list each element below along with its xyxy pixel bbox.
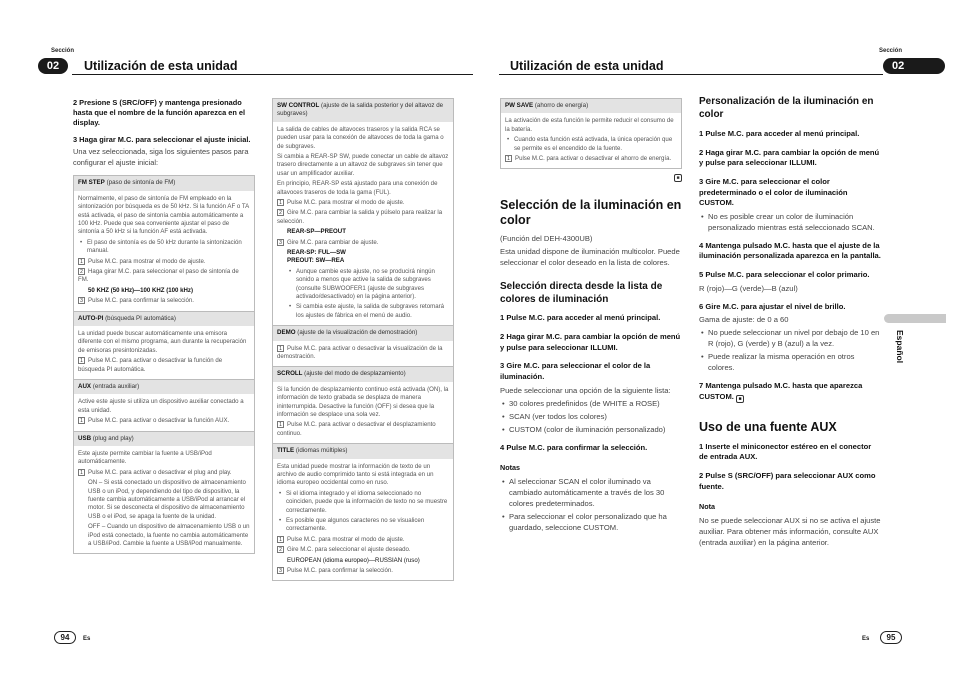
right-column-4 — [699, 96, 881, 550]
title-bullet-1: • Si el idioma integrado y el idioma seleccionado no coinciden, puede que la información de texto no se muestre correctamente. — [277, 490, 449, 515]
c4-step-6-bullet-2: • Puede realizar la misma operación en otros colores. — [699, 351, 881, 373]
c3-step-3-sub: Puede seleccionar una opción de la siguiente lista: — [500, 385, 671, 395]
end-mark-1: ■ — [500, 172, 682, 182]
auto-pi-body — [74, 326, 254, 379]
sw-opt2: REAR-SP: FUL—SW — [287, 249, 346, 256]
sw-bullet-2: • Si cambia este ajuste, la salida de subgraves retomará los ajustes de fábrica en el menú de audio. — [287, 303, 449, 320]
pw-save-header: PW SAVE (ahorro de energía) — [501, 99, 681, 113]
aux-s1: 1 Pulse M.C. para activar o desactivar la función AUX. — [78, 417, 250, 425]
scroll-header: SCROLL (ajuste del modo de desplazamiento) — [273, 367, 453, 381]
usb-box — [73, 432, 255, 555]
c4-step-1: 1 Pulse M.C. para acceder al menú principal. — [699, 129, 860, 138]
heading-personalizacion: Personalización de la iluminación en color — [699, 96, 874, 120]
fm-step-options: 50 KHZ (50 kHz)—100 KHZ (100 kHz) — [88, 286, 193, 294]
step-2: 2 Presione S (SRC/OFF) y mantenga presionado hasta que el nombre de la función aparezca en el display. — [73, 98, 246, 127]
c3-list-3: • CUSTOM (color de iluminación personalizado) — [500, 424, 682, 435]
sw-s3: 3 Gire M.C. para cambiar de ajuste. — [277, 239, 449, 247]
pw-save-bullet: • Cuando esta función está activada, la única operación que se permite es el encendido de la fuente. — [505, 136, 677, 153]
step-3: 3 Haga girar M.C. para seleccionar el ajuste inicial. — [73, 134, 251, 144]
sw-control-body — [273, 122, 453, 326]
end-mark-2: ■ — [736, 395, 744, 403]
heading-uso-aux: Uso de una fuente AUX — [699, 419, 837, 434]
lang-code-left: Es — [83, 636, 91, 642]
aux-desc: Active este ajuste si utiliza un dispositivo auxiliar conectado a esta unidad. — [78, 398, 244, 414]
title-box — [272, 444, 454, 581]
c4-step-5-sub: R (rojo)—G (verde)—B (azul) — [699, 283, 798, 293]
aux-box — [73, 380, 255, 432]
title-s1: 1 Pulse M.C. para mostrar el modo de ajuste. — [277, 536, 449, 544]
usb-on: ON – Si está conectado un dispositivo de almacenamiento USB o un iPod, y dependiendo del tipo de dispositivo, la fuente cambia automáticamente a USB/iPod al arrancar el motor. Si se desconecta el dispositivo de almacenamiento USB o el iPod, se apaga la fuente de la unidad. — [88, 479, 246, 520]
title-bullet-2: • Es posible que algunos caracteres no se visualicen correctamente. — [277, 517, 449, 534]
demo-body — [273, 341, 453, 367]
c4-step-5: 5 Pulse M.C. para seleccionar el color primario. — [699, 270, 870, 279]
language-label: Español — [895, 330, 905, 364]
sw-control-box — [272, 98, 454, 326]
section-badge-right: 02 — [883, 58, 945, 74]
title-s2: 2 Gire M.C. para seleccionar el ajuste deseado. — [277, 546, 449, 554]
pw-save-body — [501, 113, 681, 168]
sw-body-1: La salida de cables de altavoces traseros y la salida RCA se pueden usar para la conexión de altavoces de toda la gama o de subgraves. — [277, 125, 444, 150]
intro-text: Una vez seleccionada, siga los siguientes pasos para configurar el ajuste inicial: — [73, 146, 249, 167]
section-badge-left: 02 — [38, 58, 68, 74]
fm-step-desc: Normalmente, el paso de sintonía de FM empleado en la sintonización por búsqueda es de 50 kHz. Si la función AF o TA está activada, el paso de sintonía cambia automáticamente a 100 kHz. Puede que sea conveniente ajustar el paso de sintonía a 50 kHz si la función AF está activada. — [78, 194, 249, 236]
c3-step-4: 4 Pulse M.C. para confirmar la selección. — [500, 442, 648, 452]
sw-opt1: REAR-SP—PREOUT — [287, 228, 346, 236]
aux-step-1: 1 Inserte el miniconector estéreo en el conector de entrada AUX. — [699, 441, 872, 462]
title-opt: EUROPEAN (idioma europeo)—RUSSIAN (ruso) — [287, 556, 420, 564]
sw-opt3: PREOUT: SW—REA — [287, 257, 345, 265]
c3-note-1: • Al seleccionar SCAN el color iluminado va cambiado automáticamente a través de los 30 colores predeterminados. — [500, 476, 682, 509]
demo-s1: 1 Pulse M.C. para activar o desactivar la visualización de la demostración. — [277, 344, 443, 361]
auto-pi-header: AUTO-PI (búsqueda PI automática) — [74, 312, 254, 326]
left-column-2 — [272, 98, 454, 581]
page-title-left: Utilización de esta unidad — [84, 59, 238, 73]
c3-step-2: 2 Haga girar M.C. para cambiar la opción de menú y pulse para seleccionar ILLUMI. — [500, 332, 681, 352]
language-side-tab — [884, 314, 946, 323]
left-column-1 — [73, 98, 255, 554]
pw-save-box — [500, 98, 682, 169]
iluminacion-intro: Esta unidad dispone de iluminación multicolor. Puede seleccionar el color deseado en la lista de colores. — [500, 247, 680, 268]
heading-iluminacion: Selección de la iluminación en color — [500, 198, 682, 228]
sw-bullet-1: • Aunque cambie este ajuste, no se producirá ningún sonido a menos que active la salida de subgraves (consulte SUBWOOFER1 (ajuste de subgraves activado/desactivado) en la página anterior). — [287, 268, 449, 302]
lang-code-right: Es — [862, 636, 870, 642]
page-number-left: 94 — [54, 631, 76, 644]
usb-s1: 1 Pulse M.C. para activar o desactivar el plug and play. — [78, 469, 250, 477]
pw-save-s1: 1 Pulse M.C. para activar o desactivar el ahorro de energía. — [505, 155, 677, 163]
c3-notes-heading: Notas — [500, 463, 520, 473]
c4-step-3-bullet: • No es posible crear un color de iluminación personalizado mientras está seleccionado SCAN. — [699, 211, 881, 233]
demo-box — [272, 326, 454, 367]
section-label-right: Sección — [879, 48, 903, 54]
c4-step-6: 6 Gire M.C. para ajustar el nivel de brillo. — [699, 301, 846, 311]
c3-note-2: • Para seleccionar el color personalizado que ha guardado, seleccione CUSTOM. — [500, 511, 682, 533]
c3-list-2: • SCAN (ver todos los colores) — [500, 411, 682, 422]
usb-header: USB (plug and play) — [74, 432, 254, 446]
fm-step-s3: 3 Pulse M.C. para confirmar la selección. — [78, 297, 250, 305]
sw-body-2: Si cambia a REAR-SP SW, puede conectar un cable de altavoz trasero directamente a un altavoz de subgraves sin tener que usar un amplificador auxiliar. — [277, 152, 449, 177]
usb-body — [74, 446, 254, 553]
aux-header: AUX (entrada auxiliar) — [74, 380, 254, 394]
scroll-body — [273, 382, 453, 443]
page-number-right: 95 — [880, 631, 902, 644]
title-body — [273, 459, 453, 581]
usb-off: OFF – Cuando un dispositivo de almacenamiento USB o un iPod está conectado, la fuente no cambia automáticamente a USB/iPod. Cambie la fuente a USB/iPod manualmente. — [88, 523, 250, 548]
fm-step-bullet: • El paso de sintonía es de 50 kHz durante la sintonización manual. — [78, 239, 250, 256]
aux-step-2: 2 Pulse S (SRC/OFF) para seleccionar AUX como fuente. — [699, 471, 876, 491]
sw-s1: 1 Pulse M.C. para mostrar el modo de ajuste. — [277, 199, 449, 207]
c4-step-6-bullet-1: • No puede seleccionar un nivel por debajo de 10 en R (rojo), G (verde) y B (azul) a la vez. — [699, 327, 881, 349]
fm-step-header: FM STEP (paso de sintonía de FM) — [74, 176, 254, 190]
c4-step-4: 4 Mantenga pulsado M.C. hasta que el ajuste de la iluminación personalizada aparezca en la pantalla. — [699, 240, 881, 261]
c4-step-2: 2 Haga girar M.C. para cambiar la opción de menú y pulse para seleccionar ILLUMI. — [699, 147, 880, 168]
sw-body-3: En principio, REAR-SP está ajustado para una conexión de altavoces traseros de toda la gama (FUL). — [277, 180, 438, 196]
title-header: TITLE (idiomas múltiples) — [273, 444, 453, 458]
section-label-left: Sección — [51, 48, 75, 54]
fm-step-s2: 2 Haga girar M.C. para seleccionar el paso de sintonía de FM. — [78, 268, 239, 284]
c3-step-3: 3 Gire M.C. para seleccionar el color de la iluminación. — [500, 361, 651, 381]
heading-seleccion-directa: Selección directa desde la lista de colores de iluminación — [500, 281, 663, 305]
scroll-s1: 1 Pulse M.C. para activar o desactivar el desplazamiento continuo. — [277, 421, 436, 437]
c4-step-6-sub: Gama de ajuste: de 0 a 60 — [699, 315, 789, 325]
sw-s2: 2 Gire M.C. para cambiar la salida y púlselo para realizar la selección. — [277, 209, 443, 225]
title-s3: 3 Pulse M.C. para confirmar la selección. — [277, 567, 449, 575]
aux-nota-heading: Nota — [699, 502, 715, 512]
fm-step-s1: 1 Pulse M.C. para mostrar el modo de ajuste. — [78, 258, 250, 266]
function-note: (Función del DEH-4300UB) — [500, 234, 593, 244]
c4-step-3: 3 Gire M.C. para seleccionar el color predeterminado o el color de iluminación CUSTOM. — [699, 176, 848, 208]
page-title-right: Utilización de esta unidad — [510, 59, 664, 73]
auto-pi-s1: 1 Pulse M.C. para activar o desactivar la función de búsqueda PI automática. — [78, 357, 223, 373]
sw-control-header: SW CONTROL (ajuste de la salida posterior y del altavoz de subgraves) — [273, 99, 453, 122]
fm-step-body — [74, 191, 254, 311]
fm-step-box — [73, 175, 255, 311]
scroll-desc: Si la función de desplazamiento continuo está activada (ON), la información de texto grabada se desplaza de manera ininterrumpida. Desactive la función (OFF) si desea que la información se desplace una sola vez. — [277, 385, 449, 418]
pw-save-desc: La activación de esta función le permite reducir el consumo de la batería. — [505, 117, 674, 133]
right-column-3 — [500, 98, 682, 535]
aux-nota: No se puede seleccionar AUX si no se activa el ajuste auxiliar. Para obtener más información, consulte AUX (entrada auxiliar) en la página anterior. — [699, 515, 881, 547]
title-desc: Esta unidad puede mostrar la información de texto de un archivo de audio comprimido tanto si está integrada en un idioma europeo occidental como en ruso. — [277, 462, 434, 487]
c3-list-1: • 30 colores predefinidos (de WHITE a ROSE) — [500, 398, 682, 409]
c3-step-1: 1 Pulse M.C. para acceder al menú principal. — [500, 313, 661, 323]
c4-step-7: 7 Mantenga pulsado M.C. hasta que aparezca CUSTOM. ■ — [699, 381, 863, 402]
scroll-box — [272, 367, 454, 444]
aux-body — [74, 394, 254, 430]
usb-desc: Este ajuste permite cambiar la fuente a USB/iPod automáticamente. — [78, 449, 212, 466]
auto-pi-desc: La unidad puede buscar automáticamente una emisora diferente con el mismo programa, aun durante la recuperación de emisoras presintonizadas. — [78, 330, 247, 354]
demo-header: DEMO (ajuste de la visualización de demostración) — [273, 326, 453, 340]
auto-pi-box — [73, 312, 255, 380]
